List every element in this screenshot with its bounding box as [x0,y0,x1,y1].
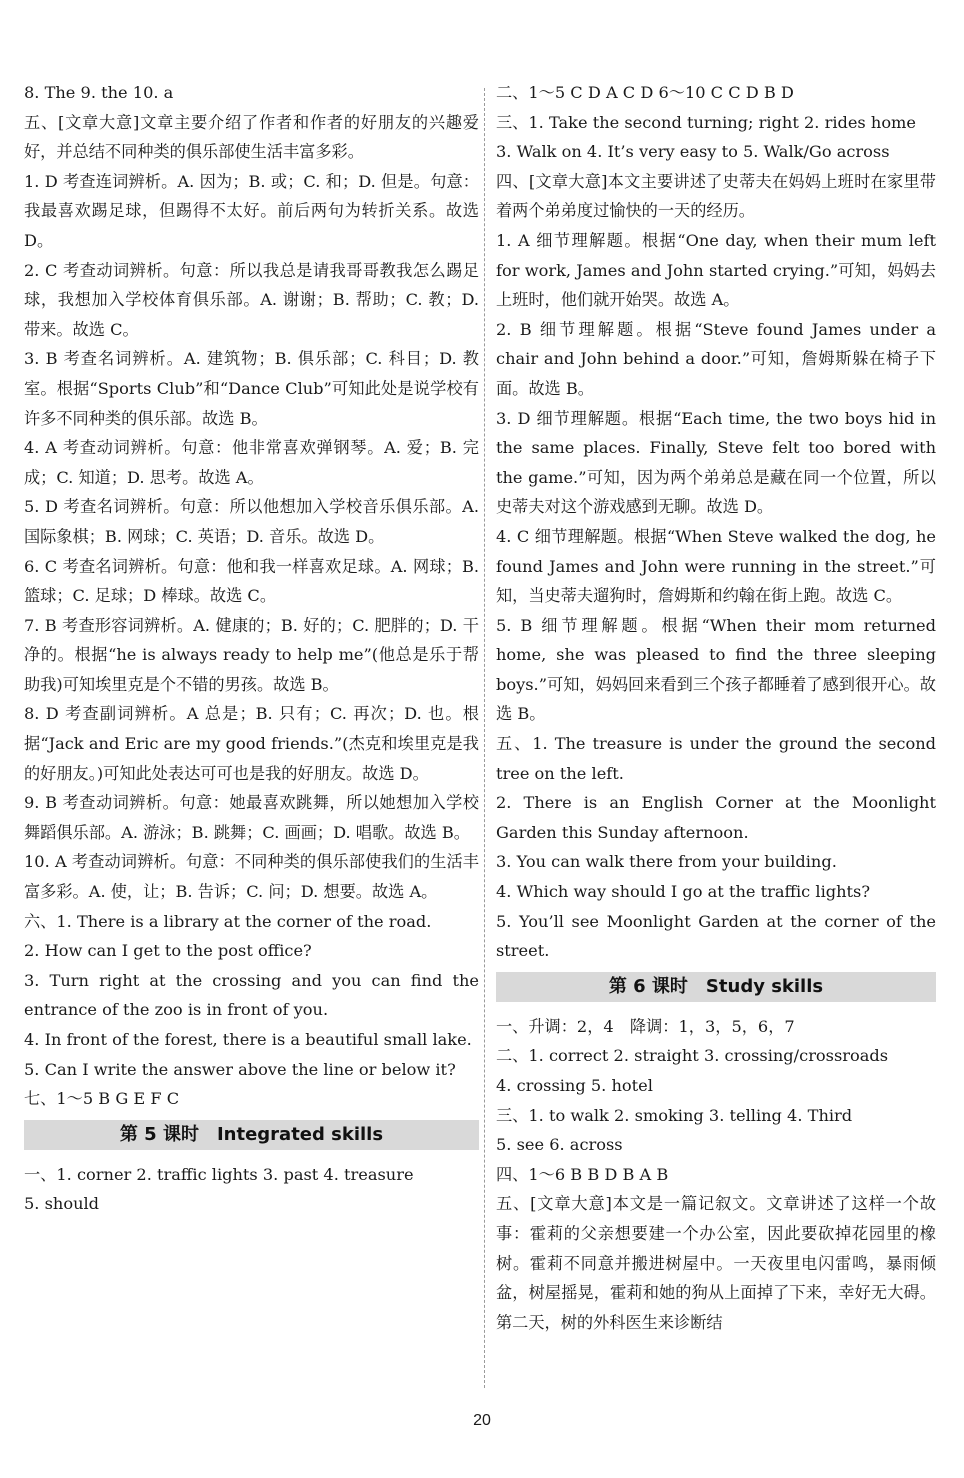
answer-line: 5. should [24,1194,100,1214]
right-column [496,78,936,1337]
answer-explanation: 7. B 考查形容词辨析。A. 健康的；B. 好的；C. 肥胖的；D. 干净的。根据“he is always ready to help me”(他总是乐于帮助我)可知埃里克是个不错的男孩。故选 B。 [24,615,479,694]
answer-sentence: 六、1. There is a library at the corner of the road. [24,911,432,931]
answer-line: 5. see 6. across [496,1135,623,1155]
left-column [24,78,479,1219]
answer-explanation: 5. D 考查名词辨析。句意：所以他想加入学校音乐俱乐部。A. 国际象棋；B. 网球；C. 英语；D. 音乐。故选 D。 [24,497,479,546]
answer-sentence: 5. Can I write the answer above the line or below it? [24,1059,456,1079]
answer-explanation: 1. D 考查连词辨析。A. 因为；B. 或；C. 和；D. 但是。句意：我最喜欢踢足球，但踢得不太好。前后两句为转折关系。故选 D。 [24,171,479,250]
answer-sentence: 5. You’ll see Moonlight Garden at the corner of the street. [496,911,936,961]
answer-explanation: 3. B 考查名词辨析。A. 建筑物；B. 俱乐部；C. 科目；D. 教室。根据“Sports Club”和“Dance Club”可知此处是说学校有许多不同种类的俱乐部。故选 B。 [24,349,479,428]
answer-sentence: 4. In front of the forest, there is a beautiful small lake. [24,1030,472,1049]
answer-sentence: 3. You can walk there from your building. [496,852,837,872]
answer-explanation: 9. B 考查动词辨析。句意：她最喜欢跳舞，所以她想加入学校舞蹈俱乐部。A. 游泳；B. 跳舞；C. 画画；D. 唱歌。故选 B。 [24,793,479,842]
answer-explanation: 2. B 细节理解题。根据“Steve found James under a chair and John behind a door.”可知，詹姆斯躲在椅子下面。故选 B。 [496,319,936,398]
answer-line: 二、1～5 C D A C D 6～10 C C D B D [496,83,794,102]
answer-explanation: 4. C 细节理解题。根据“When Steve walked the dog, he found James and John were running in the street.”可知，当史蒂夫遛狗时，詹姆斯和约翰在街上跑。故选 C。 [496,526,936,606]
passage-summary: 五、[文章大意]文章主要介绍了作者和作者的好朋友的兴趣爱好，并总结不同种类的俱乐部使生活丰富多彩。 [24,112,479,162]
answer-sentence: 4. Which way should I go at the traffic lights? [496,882,871,902]
answer-sentence: 3. Turn right at the crossing and you can find the entrance of the zoo is in front of you. [24,970,479,1020]
answer-explanation: 5. B 细节理解题。根据“When their mom returned home, she was pleased to find the three sleeping boys.”可知，妈妈回来看到三个孩子都睡着了感到很开心。故选 B。 [496,615,936,724]
answer-sentence: 2. How can I get to the post office? [24,941,312,961]
answer-line: 二、1. correct 2. straight 3. crossing/crossroads [496,1046,889,1066]
answer-explanation: 4. A 考查动词辨析。句意：他非常喜欢弹钢琴。A. 爱；B. 完成；C. 知道；D. 思考。故选 A。 [24,438,479,487]
answer-line: 一、1. corner 2. traffic lights 3. past 4. treasure [24,1164,414,1184]
answer-explanation: 1. A 细节理解题。根据“One day, when their mum left for work, James and John started crying.”可知，妈妈去上班时，他们就开始哭。故选 A。 [496,230,936,310]
answer-line: 三、1. to walk 2. smoking 3. telling 4. Third [496,1105,853,1125]
answer-line: 4. crossing 5. hotel [496,1076,653,1095]
passage-summary: 五、[文章大意]本文是一篇记叙文。文章讲述了这样一个故事：霍莉的父亲想要建一个办公室，因此要砍掉花园里的橡树。霍莉不同意并搬进树屋中。一天夜里电闪雷鸣，暴雨倾盆，树屋摇晃，霍莉和她的狗从上面掉了下来，幸好无大碍。第二天，树的外科医生来诊断结 [496,1194,936,1332]
passage-summary: 四、[文章大意]本文主要讲述了史蒂夫在妈妈上班时在家里带着两个弟弟度过愉快的一天的经历。 [496,171,936,221]
column-divider [484,88,485,1388]
answer-sentence: 五、1. The treasure is under the ground the second tree on the left. [496,734,936,783]
answer-line: 3. Walk on 4. It’s very easy to 5. Walk/Go across [496,142,890,162]
page-number: 20 [473,1412,491,1429]
lesson-banner-6: 第 6 课时 Study skills [496,972,936,1002]
answer-explanation: 2. C 考查动词辨析。句意：所以我总是请我哥哥教我怎么踢足球，我想加入学校体育俱乐部。A. 谢谢；B. 帮助；C. 教；D. 带来。故选 C。 [24,260,479,339]
lesson-banner-5: 第 5 课时 Integrated skills [24,1120,479,1150]
answer-explanation: 10. A 考查动词辨析。句意：不同种类的俱乐部使我们的生活丰富多彩。A. 使，让；B. 告诉；C. 问；D. 想要。故选 A。 [24,852,479,902]
answer-line: 8. The 9. the 10. a [24,83,174,102]
answer-line: 三、1. Take the second turning; right 2. rides home [496,112,916,132]
answer-explanation: 3. D 细节理解题。根据“Each time, the two boys hid in the same places. Finally, Steve felt too bored with the game.”可知，因为两个弟弟总是藏在同一个位置，所以史蒂夫对这个游戏感到无聊。故选 D。 [496,408,936,517]
answer-line: 一、升调：2，4 降调：1，3，5，6，7 [496,1016,795,1036]
answer-explanation: 6. C 考查名词辨析。句意：他和我一样喜欢足球。A. 网球；B. 篮球；C. 足球；D 棒球。故选 C。 [24,556,479,606]
answer-sentence: 2. There is an English Corner at the Moonlight Garden this Sunday afternoon. [496,793,936,842]
answer-explanation: 8. D 考查副词辨析。A 总是；B. 只有；C. 再次；D. 也。根据“Jack and Eric are my good friends.”(杰克和埃里克是我的好朋友。)可知此处表达可可也是我的好朋友。故选 D。 [24,704,479,783]
answer-line: 七、1～5 B G E F C [24,1089,180,1109]
answer-line: 四、1～6 B B D B A B [496,1164,669,1184]
